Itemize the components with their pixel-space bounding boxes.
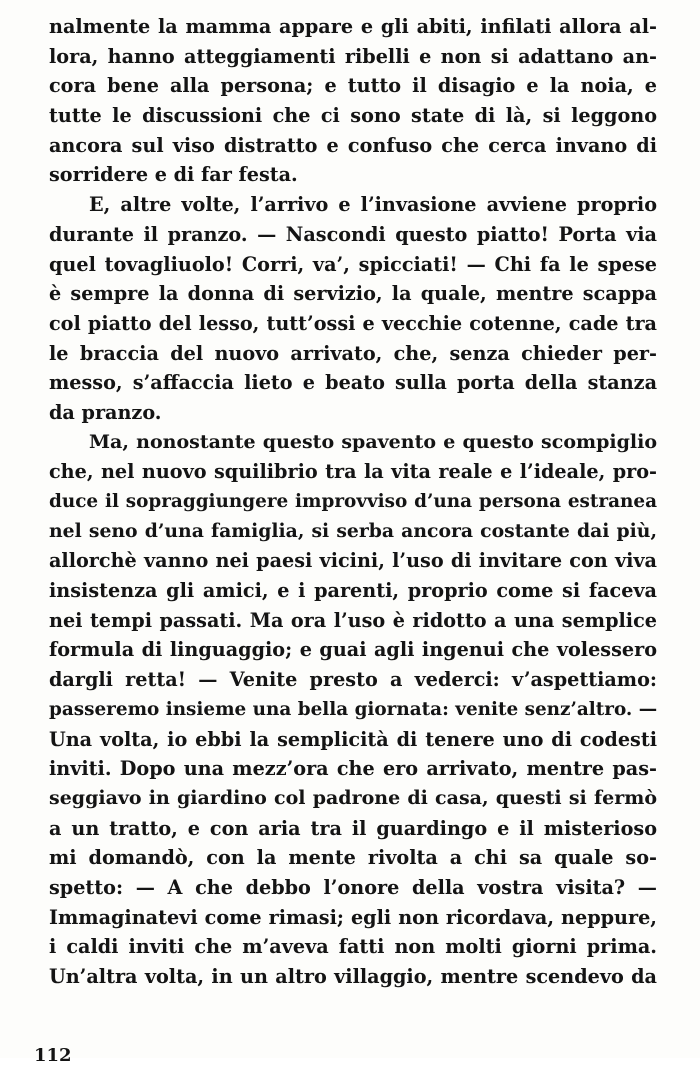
- page-number: 112: [34, 1045, 72, 1066]
- text-line: passeremo insieme una bella giornata: venite senz’altro. —: [49, 698, 658, 720]
- text-line: mi domandò, con la mente rivolta a chi sa quale so-: [49, 846, 657, 870]
- paragraph-invitations: [49, 428, 657, 992]
- text-line: Una volta, io ebbi la semplicità di tenere uno di codesti: [49, 727, 657, 751]
- text-line: allorchè vanno nei paesi vicini, l’uso di invitare con viva: [49, 549, 657, 573]
- paragraph-lunch-arrival: [49, 190, 657, 428]
- text-line: le braccia del nuovo arrivato, che, senza chieder per-: [49, 341, 657, 365]
- text-line: Immaginatevi come rimasi; egli non ricordava, neppure,: [49, 905, 657, 929]
- paragraph-continuation: [49, 12, 657, 190]
- text-line: Un’altra volta, in un altro villaggio, mentre scendevo da: [49, 965, 657, 988]
- text-line: inviti. Dopo una mezz’ora che ero arrivato, mentre pas-: [49, 757, 657, 781]
- text-line: Ma, nonostante questo spavento e questo scompiglio: [89, 430, 657, 453]
- text-line: nei tempi passati. Ma ora l’uso è ridotto a una semplice: [49, 608, 657, 632]
- text-line: nalmente la mamma appare e gli abiti, infilati allora al-: [49, 15, 657, 38]
- text-line: ancora sul viso distratto e confuso che cerca invano di: [49, 133, 657, 157]
- text-line: è sempre la donna di servizio, la quale, mentre scappa: [49, 282, 657, 306]
- text-line: nel seno d’una famiglia, si serba ancora costante dai più,: [49, 519, 657, 542]
- body-text: [49, 12, 657, 992]
- text-line: insistenza gli amici, e i parenti, proprio come si faceva: [49, 579, 657, 603]
- text-line: quel tovagliuolo! Corri, va’, spicciati! — Chi fa le spese: [49, 252, 657, 276]
- text-line: col piatto del lesso, tutt’ossi e vecchie cotenne, cade tra: [49, 311, 657, 335]
- text-line: sorridere e di far festa.: [49, 163, 298, 187]
- text-line: i caldi inviti che m’aveva fatti non molti giorni prima.: [49, 935, 657, 959]
- text-line: formula di linguaggio; e guai agli ingenui che volessero: [49, 638, 657, 662]
- text-line: E, altre volte, l’arrivo e l’invasione avviene proprio: [89, 193, 657, 217]
- text-line: che, nel nuovo squilibrio tra la vita reale e l’ideale, pro-: [49, 460, 657, 484]
- text-line: tutte le discussioni che ci sono state di là, si leggono: [49, 104, 657, 128]
- text-line: durante il pranzo. — Nascondi questo piatto! Porta via: [49, 222, 657, 246]
- text-line: seggiavo in giardino col padrone di casa, questi si fermò: [49, 786, 657, 809]
- text-line: lora, hanno atteggiamenti ribelli e non si adattano an-: [49, 44, 657, 68]
- text-line: a un tratto, e con aria tra il guardingo e il misterioso: [49, 816, 657, 840]
- text-line: dargli retta! — Venite presto a vederci: v’aspettiamo:: [49, 668, 657, 692]
- text-line: messo, s’affaccia lieto e beato sulla porta della stanza: [49, 371, 657, 395]
- text-line: da pranzo.: [49, 400, 162, 424]
- text-line: duce il sopraggiungere improvviso d’una persona estranea: [49, 491, 657, 512]
- text-line: spetto: — A che debbo l’onore della vostra visita? —: [49, 875, 657, 899]
- text-line: cora bene alla persona; e tutto il disagio e la noia, e: [49, 74, 657, 98]
